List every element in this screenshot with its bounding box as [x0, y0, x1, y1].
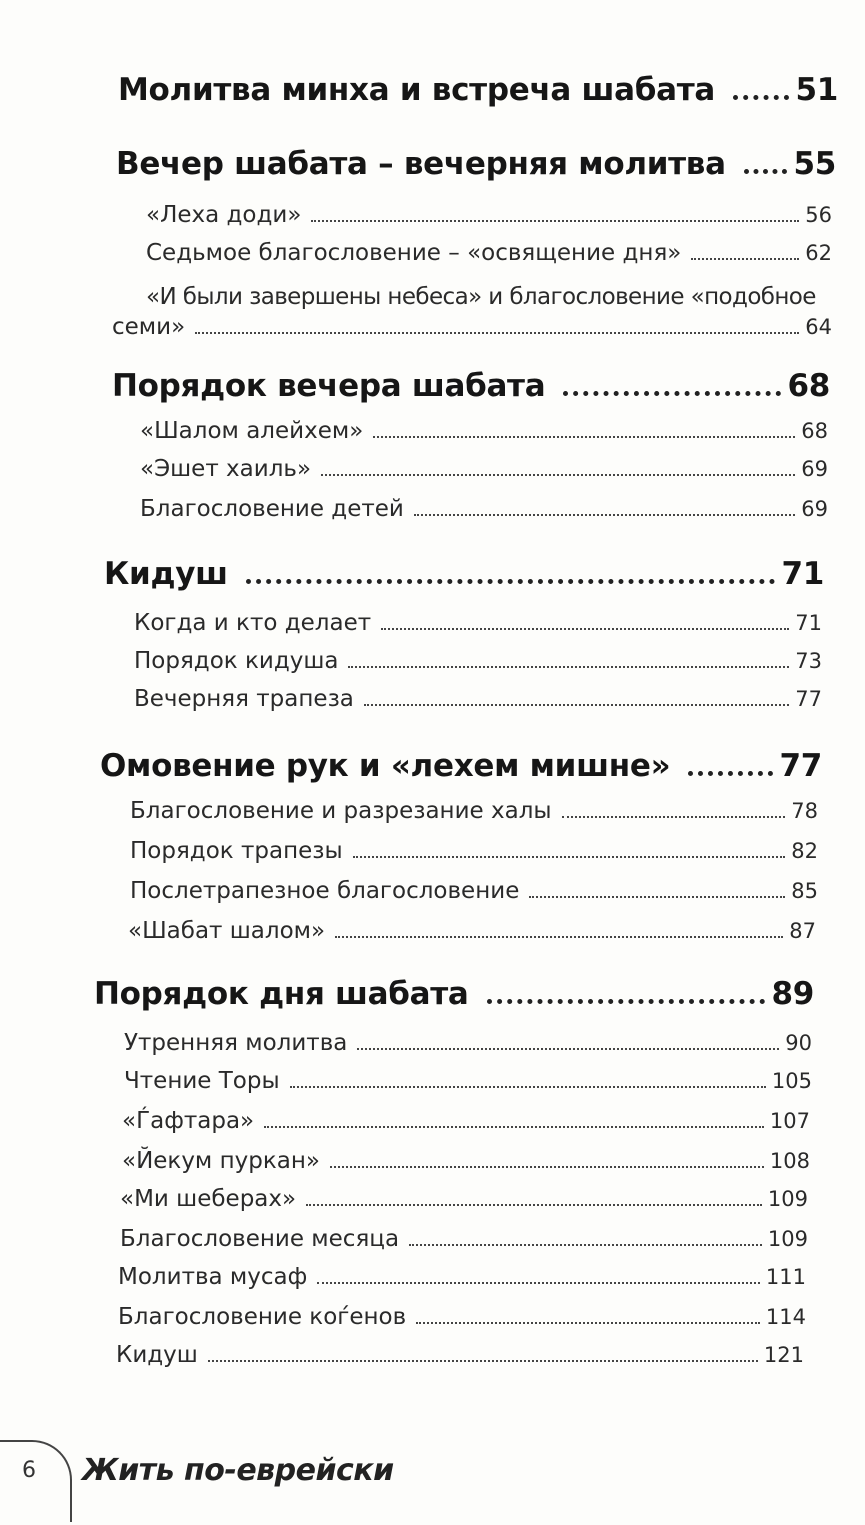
leader-dots [330, 1166, 764, 1168]
toc-chapter-title: Омовение рук и «лехем мишне» [100, 748, 671, 784]
leader-dots [562, 816, 786, 818]
toc-page-number: 108 [769, 1149, 810, 1173]
leader-dots [414, 514, 795, 516]
leader-dots [311, 220, 799, 222]
toc-page-number: 71 [781, 556, 824, 592]
toc-page-number: 77 [795, 687, 822, 711]
toc-entry [140, 418, 828, 444]
toc-entry [112, 314, 832, 340]
toc-entry-title-line1: «И были завершены небеса» и благословение «подобное [146, 284, 816, 310]
toc-page-number: 68 [787, 368, 830, 404]
toc-entry-title: «Йекум пуркан» [122, 1148, 320, 1174]
toc-entry [140, 496, 828, 522]
page-number: 6 [22, 1458, 36, 1483]
toc-entry-title: «Ми шеберах» [120, 1186, 297, 1212]
toc-page-number: 77 [779, 748, 822, 784]
toc-page-number: 78 [791, 799, 818, 823]
toc-page-number: 64 [805, 315, 832, 339]
toc-entry-title: Когда и кто делает [134, 610, 372, 636]
toc-chapter [112, 368, 830, 404]
toc-entry [120, 1226, 808, 1252]
toc-page-number: 69 [801, 457, 828, 481]
toc-chapter [118, 72, 838, 108]
toc-page-number: 68 [801, 419, 828, 443]
toc-chapter-title: Молитва минха и встреча шабата [118, 72, 716, 108]
leader-dots [744, 169, 788, 174]
leader-dots [357, 1048, 779, 1050]
leader-dots [416, 1322, 760, 1324]
toc-page-number: 111 [765, 1265, 806, 1289]
toc-chapter [116, 146, 836, 182]
toc-page-number: 69 [801, 497, 828, 521]
leader-dots [317, 1282, 760, 1284]
leader-dots [733, 95, 789, 100]
toc-entry [120, 1186, 808, 1212]
toc-entry [134, 648, 822, 674]
toc-entry-title: Благословение детей [140, 496, 404, 522]
toc-entry-title: Благословение и разрезание халы [130, 798, 552, 824]
toc-entry-title: Благословение коѓенов [118, 1304, 407, 1330]
leader-dots [529, 896, 785, 898]
toc-page-number: 105 [771, 1069, 812, 1093]
leader-dots [364, 704, 789, 706]
leader-dots [335, 936, 783, 938]
toc-page-number: 71 [795, 611, 822, 635]
leader-dots [264, 1126, 764, 1128]
toc-entry-title: «Шалом алейхем» [140, 418, 364, 444]
toc-entry-title: «Эшет хаиль» [140, 456, 312, 482]
leader-dots [688, 771, 773, 776]
leader-dots [353, 856, 786, 858]
toc-page-number: 82 [791, 839, 818, 863]
leader-dots [691, 258, 799, 260]
toc-entry [146, 202, 832, 228]
toc-entry-title: Молитва мусаф [118, 1264, 308, 1290]
leader-dots [348, 666, 789, 668]
toc-entry [118, 1264, 806, 1290]
toc-chapter [100, 748, 822, 784]
toc-page-number: 62 [805, 241, 832, 265]
toc-entry [130, 838, 818, 864]
toc-entry [130, 798, 818, 824]
toc-page-number: 107 [769, 1109, 810, 1133]
toc-entry [118, 1304, 806, 1330]
running-title: Жить по-еврейски [82, 1453, 394, 1488]
leader-dots [487, 999, 766, 1004]
toc-entry [140, 456, 828, 482]
toc-entry [128, 918, 816, 944]
toc-entry-title: Благословение месяца [120, 1226, 400, 1252]
toc-entry-title: «Леха доди» [146, 202, 302, 228]
leader-dots [373, 436, 795, 438]
toc-entry [122, 1108, 810, 1134]
toc-entry [134, 610, 822, 636]
leader-dots [381, 628, 789, 630]
toc-page-number: 51 [795, 72, 838, 108]
toc-entry-title: Порядок трапезы [130, 838, 343, 864]
toc-page-number: 56 [805, 203, 832, 227]
footer-ornament [0, 1440, 72, 1522]
toc-entry [146, 240, 832, 266]
leader-dots [246, 579, 776, 584]
toc-chapter-title: Кидуш [104, 556, 228, 592]
toc-entry-title: «Ѓафтара» [122, 1108, 255, 1134]
toc-entry-title: Послетрапезное благословение [130, 878, 520, 904]
toc-page-number: 90 [785, 1031, 812, 1055]
toc-page-number: 85 [791, 879, 818, 903]
toc-page-number: 109 [767, 1227, 808, 1251]
toc-chapter-title: Вечер шабата – вечерняя молитва [116, 146, 726, 182]
toc-entry [124, 1030, 812, 1056]
leader-dots [321, 474, 795, 476]
toc-chapter-title: Порядок дня шабата [94, 976, 469, 1012]
leader-dots [195, 332, 799, 334]
leader-dots [208, 1360, 758, 1362]
leader-dots [306, 1204, 762, 1206]
toc-chapter [104, 556, 824, 592]
toc-page-number: 121 [763, 1343, 804, 1367]
toc-entry [134, 686, 822, 712]
toc-entry-title: Порядок кидуша [134, 648, 339, 674]
toc-page-number: 89 [771, 976, 814, 1012]
toc-entry-title: Чтение Торы [124, 1068, 280, 1094]
toc-entry-title: Вечерняя трапеза [134, 686, 354, 712]
toc-entry [122, 1148, 810, 1174]
toc-entry-title-line2: семи» [112, 314, 186, 340]
toc-chapter-title: Порядок вечера шабата [112, 368, 546, 404]
toc-entry [124, 1068, 812, 1094]
toc-page-number: 55 [793, 146, 836, 182]
leader-dots [409, 1244, 762, 1246]
toc-chapter [94, 976, 814, 1012]
page-footer [0, 1428, 500, 1508]
toc-page-number: 73 [795, 649, 822, 673]
toc-entry-title: Утренняя молитва [124, 1030, 348, 1056]
toc-entry [116, 1342, 804, 1368]
toc-entry-title: Седьмое благословение – «освящение дня» [146, 240, 682, 266]
toc-page-number: 87 [789, 919, 816, 943]
toc-entry [130, 878, 818, 904]
leader-dots [290, 1086, 766, 1088]
toc-entry-title: Кидуш [116, 1342, 198, 1368]
leader-dots [563, 391, 781, 396]
toc-page-number: 109 [767, 1187, 808, 1211]
toc-page-number: 114 [765, 1305, 806, 1329]
toc-entry-title: «Шабат шалом» [128, 918, 326, 944]
